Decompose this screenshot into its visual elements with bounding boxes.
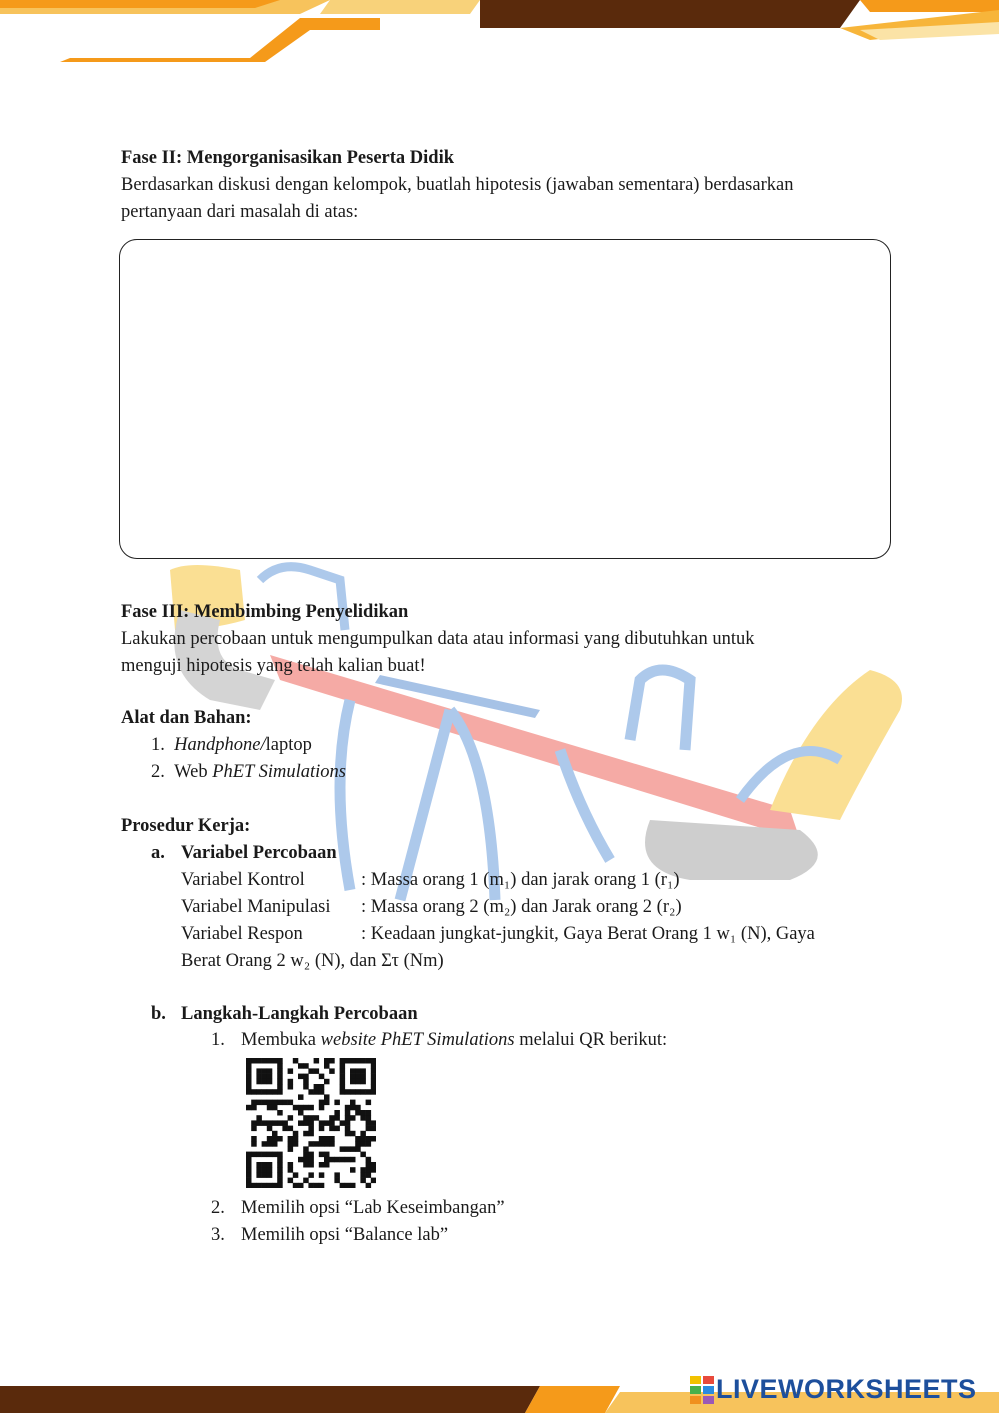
prosedur-heading: Prosedur Kerja:: [121, 816, 251, 836]
hypothesis-answer-box[interactable]: [119, 239, 891, 559]
fase3-heading: Fase III: Membimbing Penyelidikan: [121, 602, 409, 622]
section-b-title: Langkah-Langkah Percobaan: [181, 1004, 418, 1024]
step-1-post: melalui QR berikut:: [514, 1030, 668, 1050]
alat-item-2-plain: Web: [174, 762, 213, 782]
phet-qr-code-image[interactable]: [246, 1058, 376, 1188]
variabel-respon-continued: Berat Orang 2 w₂ (N), dan Στ (Nm): [181, 951, 444, 971]
variabel-respon-label: Variabel Respon: [181, 924, 303, 944]
variabel-kontrol-value: : Massa orang 1 (m₁) dan jarak orang 1 (r₁): [361, 870, 680, 890]
step-2: Memilih opsi “Lab Keseimbangan”: [241, 1198, 505, 1218]
fase3-text-line2: menguji hipotesis yang telah kalian buat!: [121, 656, 426, 676]
variabel-manipulasi-label: Variabel Manipulasi: [181, 897, 331, 917]
step-1: [241, 1027, 667, 1053]
section-a-title: Variabel Percobaan: [181, 843, 337, 863]
alat-item-2-num: 2.: [151, 762, 165, 782]
step-1-pre: Membuka: [241, 1030, 321, 1050]
alat-item-1: [151, 732, 312, 758]
alat-item-1-num: 1.: [151, 735, 165, 755]
liveworksheets-logo-icon: [690, 1374, 716, 1404]
fase3-text-line1: Lakukan percobaan untuk mengumpulkan data atau informasi yang dibutuhkan untuk: [121, 629, 755, 649]
step-1-italic: website PhET Simulations: [320, 1030, 515, 1050]
liveworksheets-logo-text: LIVEWORKSHEETS: [716, 1373, 977, 1404]
fase2-text-line1: Berdasarkan diskusi dengan kelompok, buatlah hipotesis (jawaban sementara) berdasarkan: [121, 175, 794, 195]
alat-item-2: [151, 759, 346, 785]
top-banner: [0, 0, 999, 62]
step-3: Memilih opsi “Balance lab”: [241, 1225, 449, 1245]
variabel-manipulasi-value: : Massa orang 2 (m₂) dan Jarak orang 2 (r₂): [361, 897, 682, 917]
alat-item-1-rest: laptop: [265, 735, 312, 755]
variabel-respon-value: : Keadaan jungkat-jungkit, Gaya Berat Orang 1 w₁ (N), Gaya: [361, 924, 815, 944]
step-3-num: 3.: [211, 1225, 225, 1245]
alat-heading: Alat dan Bahan:: [121, 708, 252, 728]
fase2-heading: Fase II: Mengorganisasikan Peserta Didik: [121, 148, 454, 168]
liveworksheets-logo: [690, 1371, 977, 1407]
step-1-num: 1.: [211, 1030, 225, 1050]
fase2-text-line2: pertanyaan dari masalah di atas:: [121, 202, 359, 222]
variabel-kontrol-label: Variabel Kontrol: [181, 870, 305, 890]
section-b-label: b.: [151, 1004, 166, 1024]
step-2-num: 2.: [211, 1198, 225, 1218]
section-a-label: a.: [151, 843, 165, 863]
alat-item-2-italic: PhET Simulations: [212, 762, 347, 782]
alat-item-1-italic: Handphone/: [174, 735, 266, 755]
